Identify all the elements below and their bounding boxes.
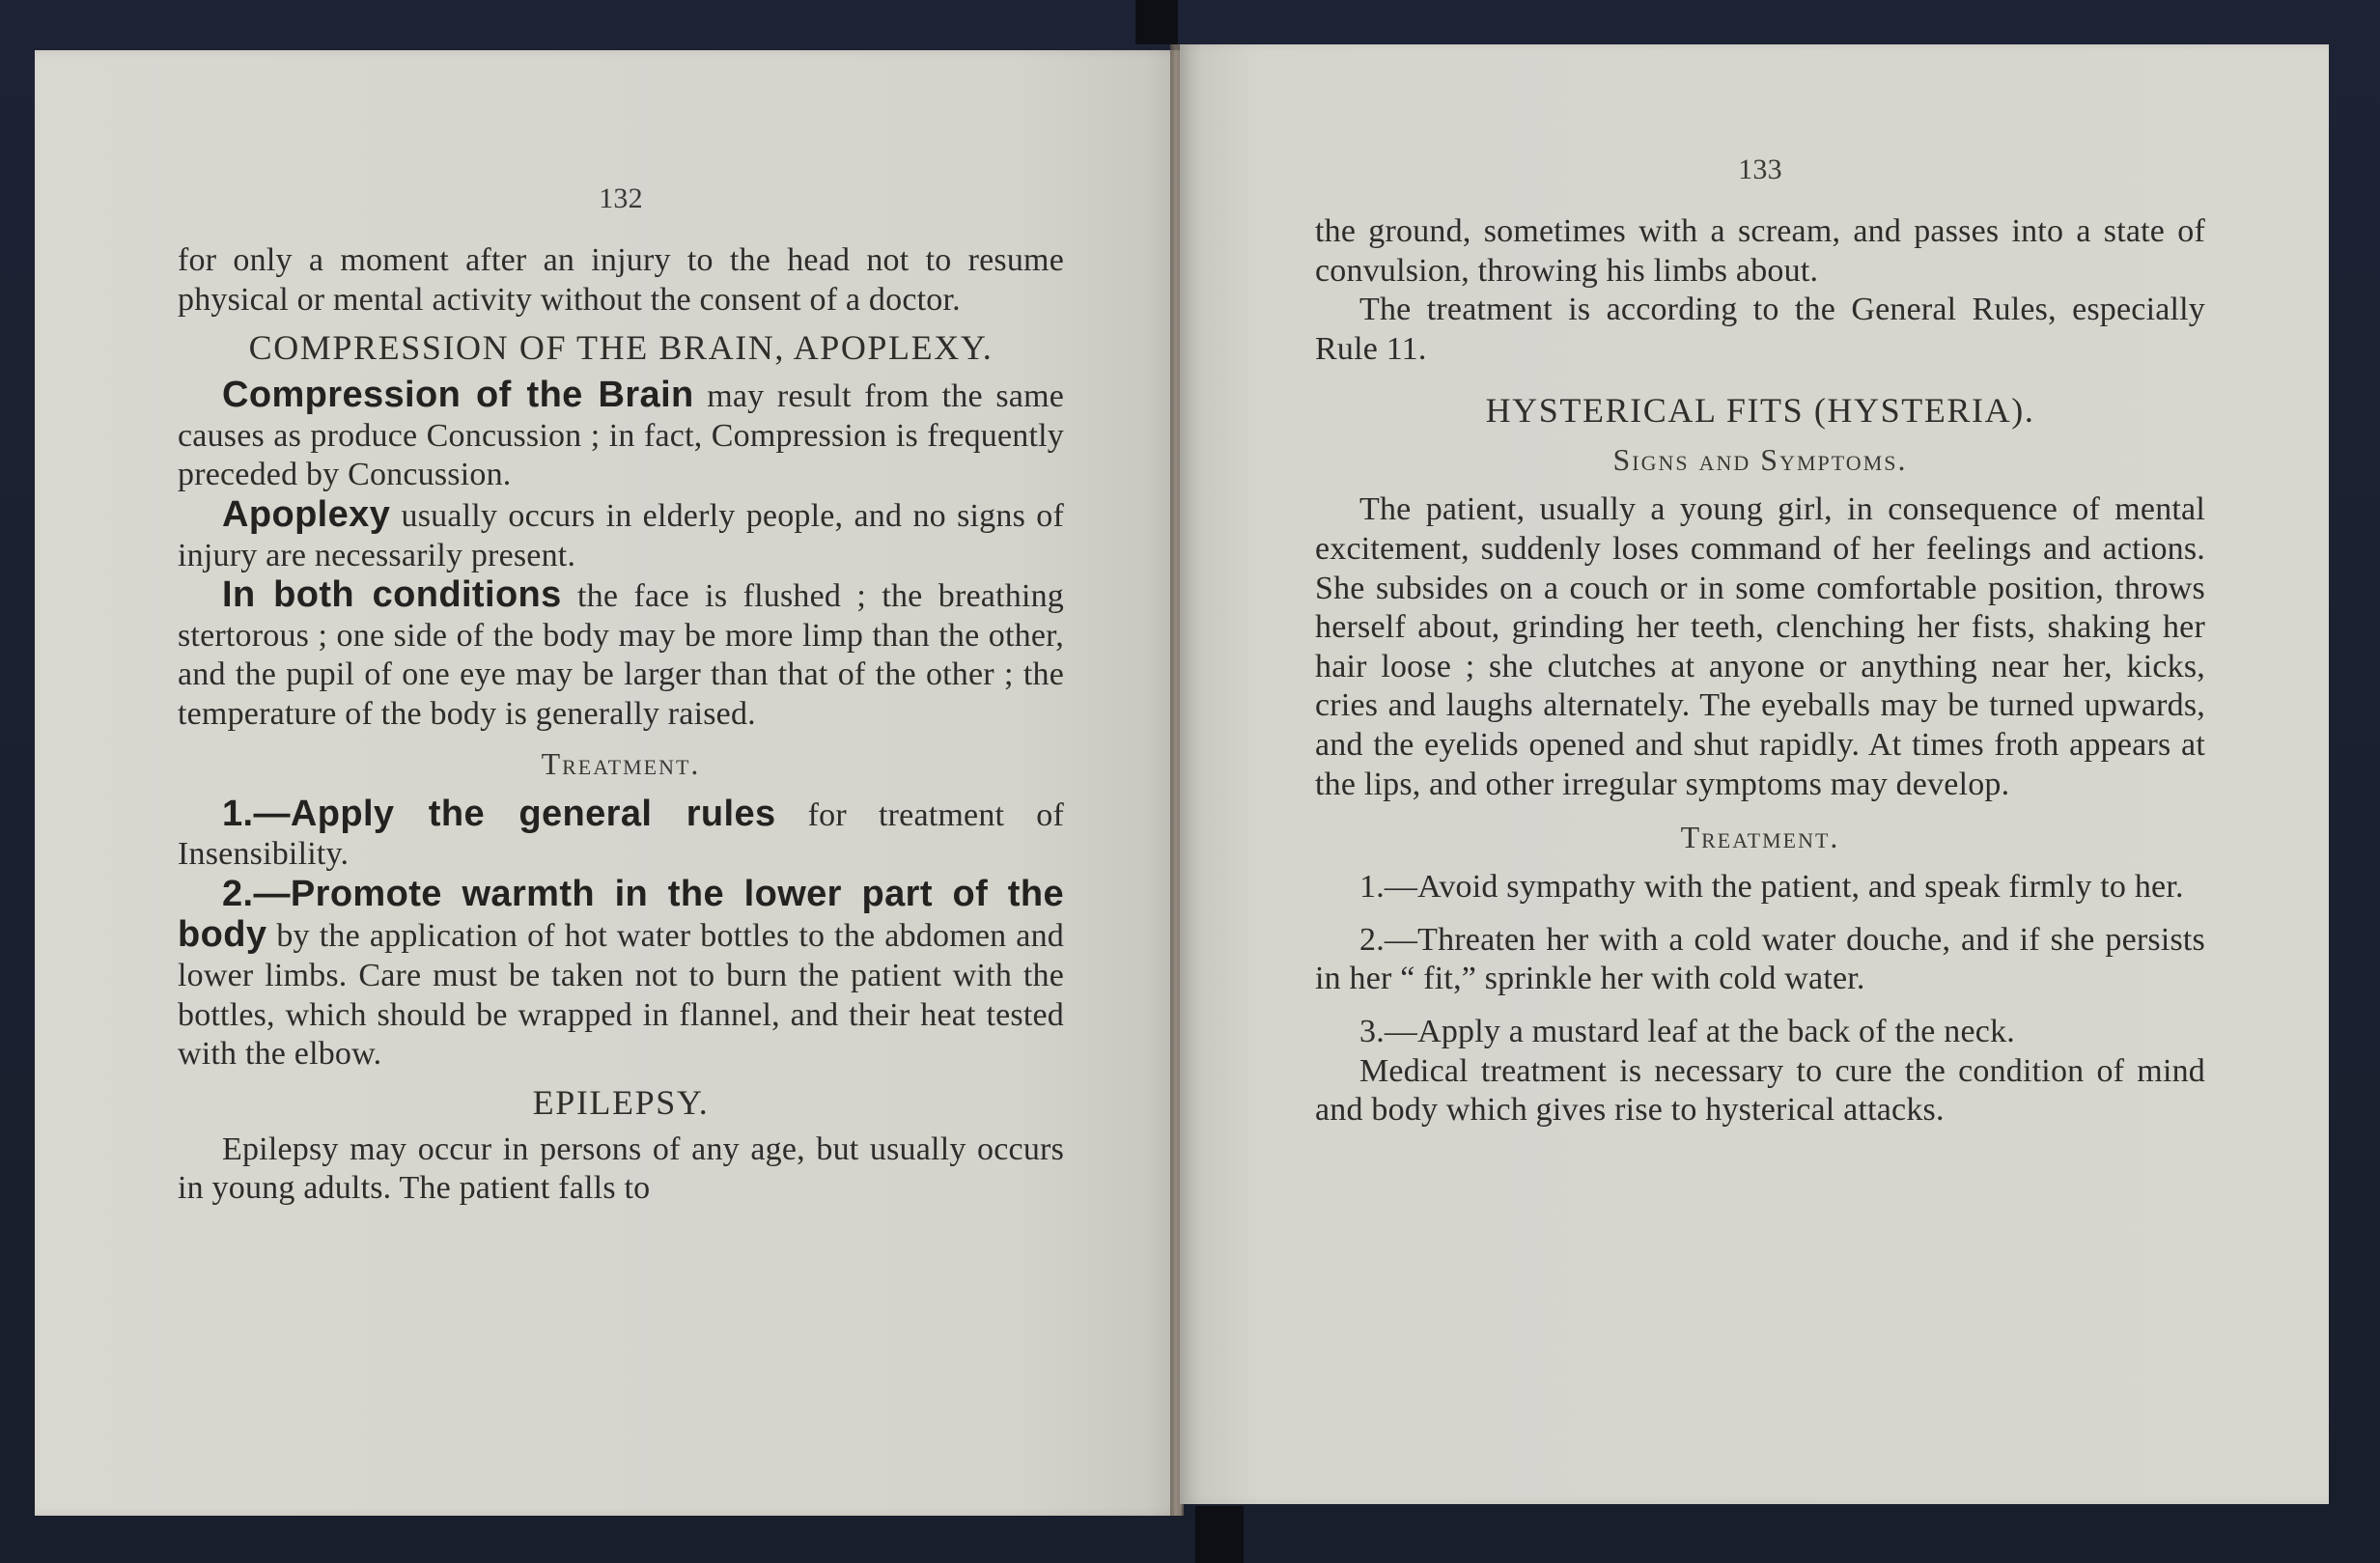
- lead-both-conditions: In both conditions: [222, 574, 562, 616]
- paragraph-epilepsy: Epilepsy may occur in persons of any age, but usually occurs in young adults. The patient falls to: [178, 1130, 1064, 1207]
- body-compression: may result from the same causes as produce Concussion ; in fact, Compression is frequently preceded by Concussion.: [178, 378, 1065, 493]
- body-treatment-step-2: by the application of hot water bottles to the abdomen and lower limbs. Care must be taken not to burn the patient with the bottles, which should be wrapped in flannel, and their heat tested with the elbow.: [178, 918, 1064, 1073]
- spine-shadow-bottom: [1195, 1506, 1244, 1563]
- paragraph-treatment-general-rules: The treatment is according to the General Rules, especially Rule 11.: [1315, 292, 2205, 367]
- heading-compression-of-the-brain: COMPRESSION OF THE BRAIN, APOPLEXY.: [248, 328, 994, 368]
- lead-treatment-step-1: 1.—Apply the general rules: [222, 793, 776, 834]
- hysteria-treatment-step-1: 1.—Avoid sympathy with the patient, and speak firmly to her.: [1359, 869, 2184, 906]
- lead-compression: Compression of the Brain: [222, 375, 694, 416]
- paragraph-apoplexy: [178, 495, 1064, 575]
- hysteria-treatment-step-3: 3.—Apply a mustard leaf at the back of the neck.: [1359, 1013, 2015, 1049]
- heading-epilepsy: EPILEPSY.: [532, 1082, 710, 1122]
- left-treatment-heading: Treatment.: [541, 745, 701, 781]
- treatment-step-2: [178, 875, 1064, 1075]
- left-intro-paragraph: for only a moment after an injury to the head not to resume physical or mental activity without the consent of a doctor.: [178, 242, 1064, 318]
- paragraph-epilepsy-continued: the ground, sometimes with a scream, and passes into a state of convulsion, throwing his limbs about.: [1315, 213, 2205, 289]
- lead-treatment-step-2: 2.—Promote warmth in the lower part of the body: [178, 873, 1064, 956]
- right-page-number: 133: [1738, 154, 1782, 185]
- signs-and-symptoms-heading: Signs and Symptoms.: [1612, 442, 1908, 478]
- body-apoplexy: usually occurs in elderly people, and no signs of injury are necessarily present.: [178, 497, 1064, 573]
- treatment-step-1: [178, 795, 1064, 875]
- body-treatment-step-1: for treatment of Insensibility.: [178, 796, 1064, 873]
- left-page-content: [178, 180, 1064, 1209]
- right-treatment-heading: Treatment.: [1680, 820, 1840, 855]
- lead-apoplexy: Apoplexy: [222, 493, 391, 535]
- left-page: [35, 50, 1182, 1516]
- spine-shadow-top: [1135, 0, 1178, 44]
- paragraph-compression: [178, 376, 1064, 495]
- body-both-conditions: the face is flushed ; the breathing stertorous ; one side of the body may be more limp than the other, and the pupil of one eye may be larger than that of the other ; the temperature of the body is generally raised.: [178, 578, 1064, 732]
- left-page-number: 132: [599, 182, 643, 214]
- right-page: [1180, 44, 2329, 1504]
- right-page-content: [1315, 151, 2205, 1130]
- paragraph-medical-treatment: Medical treatment is necessary to cure the condition of mind and body which gives rise to hysterical attacks.: [1315, 1052, 2205, 1129]
- hysteria-treatment-step-2: 2.—Threaten her with a cold water douche, and if she persists in her “ fit,” sprinkle her with cold water.: [1315, 921, 2205, 997]
- paragraph-signs-and-symptoms: The patient, usually a young girl, in consequence of mental excitement, suddenly loses command of her feelings and actions. She subsides on a couch or in some comfortable position, throws herself about, grinding her teeth, clenching her fists, shaking her hair loose ; she clutches at anyone or anything near her, kicks, cries and laughs alternately. The eyeballs may be turned upwards, and the eyelids opened and shut rapidly. At times froth appears at the lips, and other irregular symptoms may develop.: [1315, 491, 2205, 802]
- heading-hysterical-fits: HYSTERICAL FITS (HYSTERIA).: [1485, 391, 2035, 431]
- paragraph-both-conditions: [178, 575, 1064, 734]
